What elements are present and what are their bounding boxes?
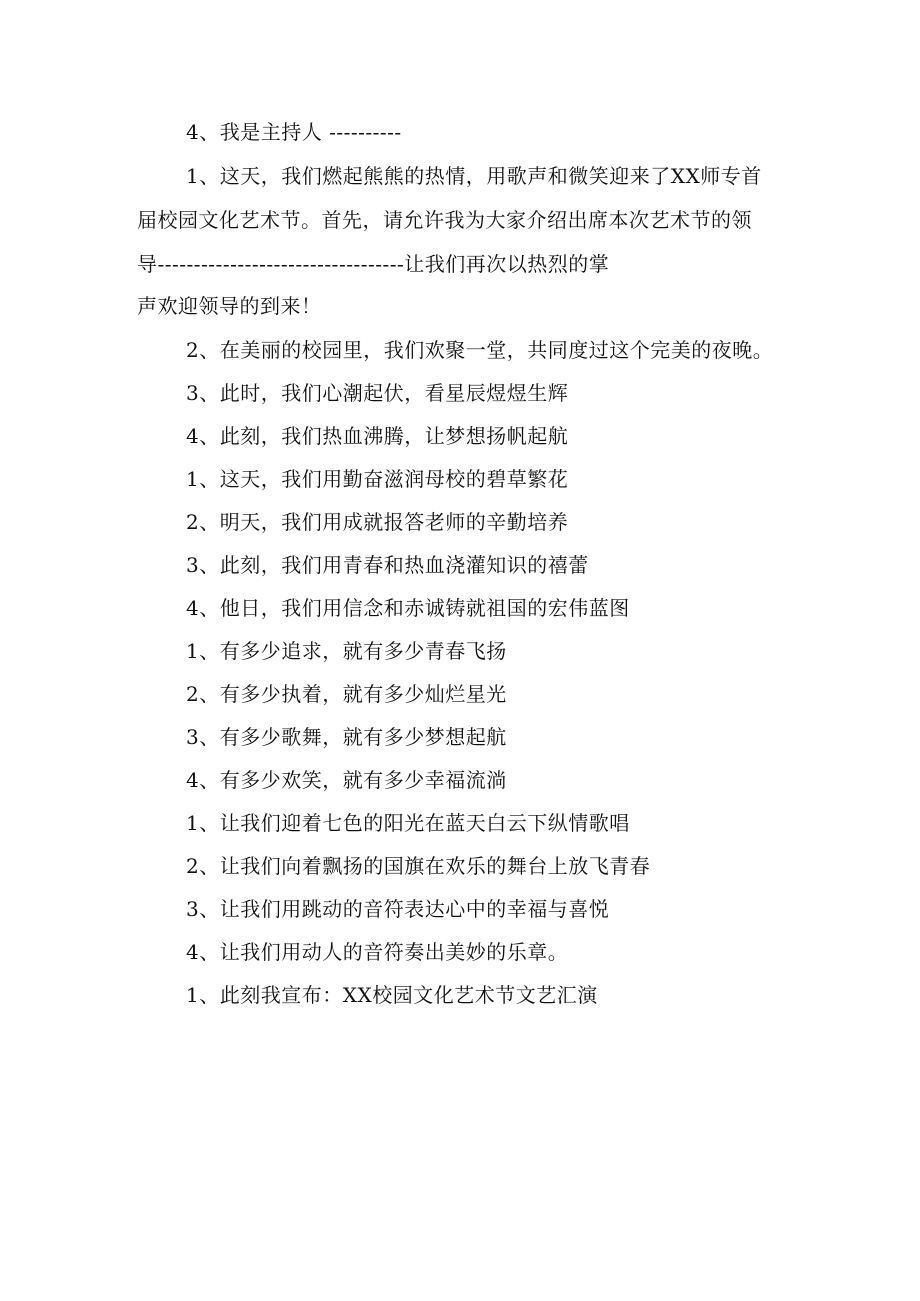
text-line-sunshine: 1、让我们迎着七色的阳光在蓝天白云下纵情歌唱	[186, 811, 630, 835]
text-line-dance: 3、有多少歌舞，就有多少梦想起航	[186, 725, 507, 749]
text-line-notes: 3、让我们用跳动的音符表达心中的幸福与喜悦	[186, 897, 610, 921]
text-line-now: 3、此刻，我们用青春和热血浇灌知识的禧蕾	[186, 553, 589, 577]
text-line-future: 4、他日，我们用信念和赤诚铸就祖国的宏伟蓝图	[186, 596, 630, 620]
text-line-dreams: 4、此刻，我们热血沸腾，让梦想扬帆起航	[186, 424, 569, 448]
text-line-opening-2: 届校园文化艺术节。首先，请允许我为大家介绍出席本次艺术节的领	[137, 208, 752, 232]
text-line-opening-1: 1、这天，我们燃起熊熊的热情，用歌声和微笑迎来了XX师专首	[186, 164, 762, 188]
text-line-today: 1、这天，我们用勤奋滋润母校的碧草繁花	[186, 467, 569, 491]
text-line-stars: 3、此时，我们心潮起伏，看星辰煜煜生辉	[186, 381, 569, 405]
text-line-tomorrow: 2、明天，我们用成就报答老师的辛勤培养	[186, 510, 569, 534]
text-line-laughter: 4、有多少欢笑，就有多少幸福流淌	[186, 768, 507, 792]
text-line-host-intro: 4、我是主持人 ----------	[186, 120, 402, 144]
text-line-flag: 2、让我们向着飘扬的国旗在欢乐的舞台上放飞青春	[186, 854, 651, 878]
text-line-opening-3: 导----------------------------------让我们再次以热烈的掌	[137, 252, 610, 276]
text-line-campus: 2、在美丽的校园里，我们欢聚一堂，共同度过这个完美的夜晚。	[186, 338, 774, 362]
text-line-opening-4: 声欢迎领导的到来！	[137, 294, 322, 318]
text-line-persistence: 2、有多少执着，就有多少灿烂星光	[186, 682, 507, 706]
text-line-music: 4、让我们用动人的音符奏出美妙的乐章。	[186, 940, 569, 964]
text-line-announcement: 1、此刻我宣布：XX校园文化艺术节文艺汇演	[186, 983, 598, 1007]
text-line-pursuit: 1、有多少追求，就有多少青春飞扬	[186, 639, 507, 663]
